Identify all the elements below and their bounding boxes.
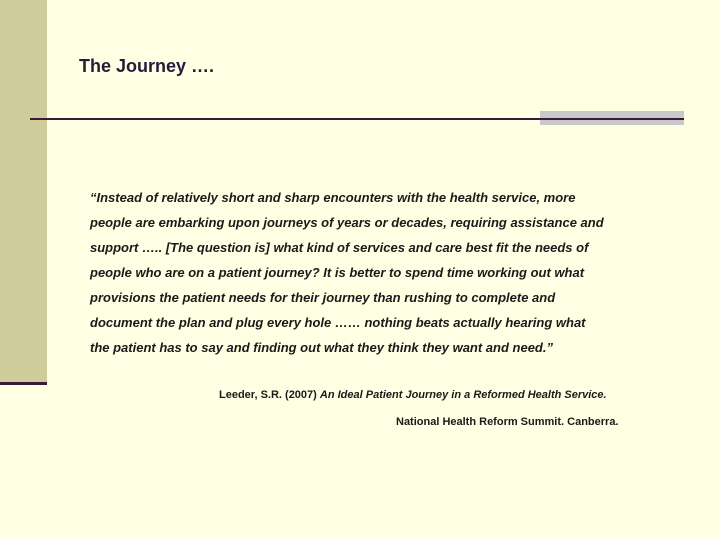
- citation-author: Leeder, S.R. (2007): [219, 389, 320, 401]
- quote-line: document the plan and plug every hole …… nothing beats actually hearing what: [90, 315, 586, 330]
- citation-work-title: An Ideal Patient Journey in a Reformed Health Service.: [319, 389, 607, 401]
- quote-line: “Instead of relatively short and sharp encounters with the health service, more: [90, 190, 576, 205]
- quote-line: support ….. [The question is] what kind of services and care best fit the needs of: [90, 240, 589, 255]
- left-bar-underline: [0, 382, 47, 385]
- title-rule: [30, 118, 540, 120]
- quote-line: people who are on a patient journey? It is better to spend time working out what: [90, 265, 585, 280]
- quote-block: [90, 185, 670, 360]
- quote-line: the patient has to say and finding out what they think they want and need.”: [90, 340, 553, 355]
- citation-line: [219, 389, 607, 401]
- slide-title: The Journey ….: [79, 56, 215, 76]
- title-rule-accent-line: [540, 118, 684, 120]
- quote-line: people are embarking upon journeys of years or decades, requiring assistance and: [90, 215, 604, 230]
- citation-venue: National Health Reform Summit. Canberra.: [396, 416, 619, 428]
- left-accent-bar: [0, 0, 47, 382]
- quote-line: provisions the patient needs for their journey than rushing to complete and: [90, 290, 556, 305]
